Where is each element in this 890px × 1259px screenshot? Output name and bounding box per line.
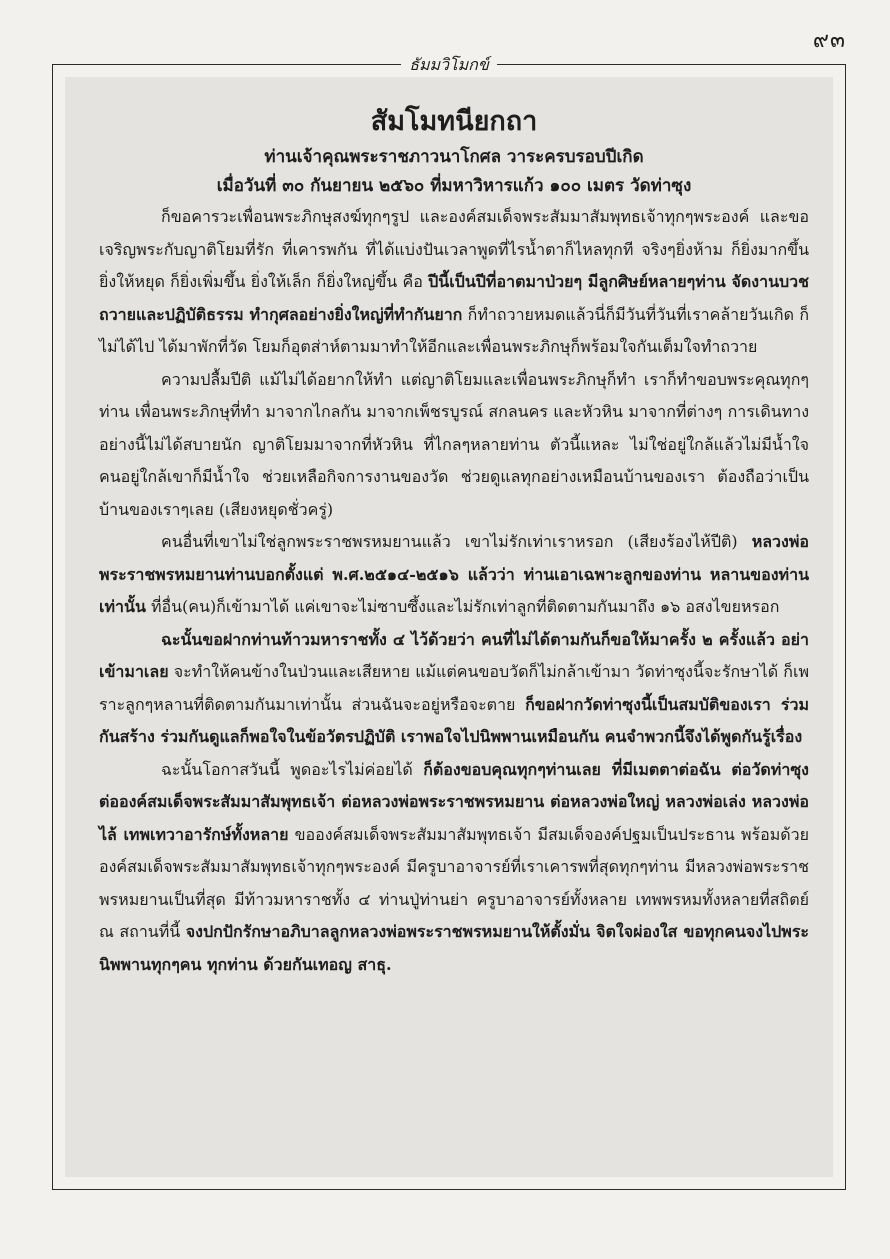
text-run: คนอื่นที่เขาไม่ใช่ลูกพระราชพรหมยานแล้ว เขาไม่รักเท่าเราหรอก (เสียงร้องไห้ปีติ) xyxy=(161,532,752,551)
page-number: ๙๓ xyxy=(812,28,846,53)
bold-text-run: จงปกปักรักษาอภิบาลลูกหลวงพ่อพระราชพรหมยานให้ตั้งมั่น จิตใจผ่องใส ขอทุกคนจงไปพระนิพพานทุกๆคน ทุกท่าน ด้วยกันเทอญ สาธุ. xyxy=(99,922,809,974)
bold-text-run: ก็ต้องขอบคุณทุกๆท่านเลย ที่มีเมตตาต่อฉัน ต่อวัดท่าซุง ต่อองค์สมเด็จพระสัมมาสัมพุทธเจ้า ต่อหลวงพ่อพระราชพรหมยาน ต่อหลวงพ่อใหญ่ หลวงพ่อเล่ง หลวงพ่อไล้ เทพเทวาอารักษ์ทั้งหลาย xyxy=(99,759,809,844)
text-run: ก็ขอคารวะเพื่อนพระภิกษุสงฆ์ทุกๆรูป และองค์สมเด็จพระสัมมาสัมพุทธเจ้าทุกๆพระองค์ และขอเจริญพระกับญาติโยมที่รัก ที่เคารพกัน ที่ได้แบ่งปันเวลาพูดที่ไรน้ำตาก็ไหลทุกที จริงๆยิ่งห้าม ก็ยิ่งมากขึ้น ยิ่งให้หยุด ก็ยิ่งเพิ่มขึ้น ยิ่งให้เล็ก ก็ยิ่งใหญ่ขึ้น คือ xyxy=(99,207,809,291)
article xyxy=(99,105,809,981)
text-run: จะทำให้คนข้างในป่วนและเสียหาย แม้แต่คนขอบวัดก็ไม่กล้าเข้ามา วัดท่าซุงนี้จะรักษาได้ ก็เพราะลูกๆหลานที่ติดตามกันมาเท่านั้น ส่วนฉันจะอยู่หรือจะตาย xyxy=(99,662,809,714)
article-subtitle: ท่านเจ้าคุณพระราชภาวนาโกศล วาระครบรอบปีเกิด xyxy=(264,147,644,167)
bold-text-run: ปีนี้เป็นปีที่อาตมาป่วยๆ มีลูกศิษย์หลายๆท่าน จัดงานบวชถวายและปฏิบัติธรรม ทำกุศลอย่างยิ่งใหญ่ที่ทำกันยาก xyxy=(99,272,809,324)
running-head xyxy=(53,53,845,78)
text-run: ขอองค์สมเด็จพระสัมมาสัมพุทธเจ้า มีสมเด็จองค์ปฐมเป็นประธาน พร้อมด้วยองค์สมเด็จพระสัมมาสัมพุทธเจ้าทุกๆพระองค์ มีครูบาอาจารย์ที่เราเคารพที่สุดทุกๆท่าน มีหลวงพ่อพระราชพรหมยานเป็นที่สุด มีท้าวมหาราชทั้ง ๔ ท่านปู่ท่านย่า ครูบาอาจารย์ทั้งหลาย เทพพรหมทั้งหลายที่สถิตย์ ณ สถานที่นี้ xyxy=(99,824,809,941)
article-title: สัมโมทนียกถา xyxy=(370,106,538,137)
article-body xyxy=(99,201,809,981)
bold-text-run: ฉะนั้นขอฝากท่านท้าวมหาราชทั้ง ๔ ไว้ด้วยว่า คนที่ไม่ได้ตามกันก็ขอให้มาครั้ง ๒ ครั้งแล้ว อย่าเข้ามาเลย xyxy=(99,629,809,681)
bold-text-run: ก็ขอฝากวัดท่าซุงนี้เป็นสมบัติของเรา ร่วมกันสร้าง ร่วมกันดูแลก็พอใจในข้อวัตรปฏิบัติ เราพอใจไปนิพพานเหมือนกัน คนจำพวกนี้จึงได้พูดกันรู้เรื่อง xyxy=(99,694,809,746)
body-paragraph xyxy=(99,754,809,982)
text-run: ก็ทำถวายหมดแล้วนี่ก็มีวันที่วันที่เราคล้ายวันเกิด ก็ไม่ได้ไป ได้มาพักที่วัด โยมก็อุตส่าห์ตามมาทำให้อีกและเพื่อนพระภิกษุก็พร้อมใจกันเต็มใจทำถวาย xyxy=(99,304,809,356)
page-frame xyxy=(52,55,846,1190)
running-head-text: ธัมมวิโมกข์ xyxy=(401,55,497,74)
text-run: ความปลื้มปีติ แม้ไม่ได้อยากให้ทำ แต่ญาติโยมและเพื่อนพระภิกษุก็ทำ เราก็ทำขอบพระคุณทุกๆท่าน เพื่อนพระภิกษุที่ทำ มาจากไกลกัน มาจากเพ็ชรบูรณ์ สกลนคร และหัวหิน มาจากที่ต่างๆ การเดินทางอย่างนี้ไม่ได้สบายนัก ญาติโยมมาจากที่หัวหิน ที่ไกลๆหลายท่าน ตัวนี้แหละ ไม่ใช่อยู่ใกล้แล้วไม่มีน้ำใจ คนอยู่ใกล้เขาก็มีน้ำใจ ช่วยเหลือกิจการงานของวัด ช่วยดูแลทุกอย่างเหมือนบ้านของเรา ต้องถือว่าเป็นบ้านของเราๆเลย (เสียงหยุดชั่วครู่) xyxy=(99,369,809,519)
bold-text-run: หลวงพ่อพระราชพรหมยานท่านบอกตั้งแต่ พ.ศ.๒๕๑๔-๒๕๑๖ แล้วว่า ท่านเอาเฉพาะลูกของท่าน หลานของท่านเท่านั้น xyxy=(99,532,809,616)
text-run: ที่อื่น(คน)ก็เข้ามาได้ แค่เขาจะไม่ซาบซึ้งและไม่รักเท่าลูกที่ติดตามกันมาถึง ๑๖ อสงไขยหรอก xyxy=(145,597,780,616)
body-paragraph xyxy=(99,624,809,754)
text-run: ฉะนั้นโอกาสวันนี้ พูดอะไรไม่ค่อยได้ xyxy=(161,759,424,779)
text-panel xyxy=(65,77,833,1177)
article-dateline: เมื่อวันที่ ๓๐ กันยายน ๒๕๖๐ ที่มหาวิหารแก้ว ๑๐๐ เมตร วัดท่าซุง xyxy=(216,176,692,196)
body-paragraph xyxy=(99,526,809,624)
body-paragraph xyxy=(99,364,809,527)
body-paragraph xyxy=(99,201,809,364)
